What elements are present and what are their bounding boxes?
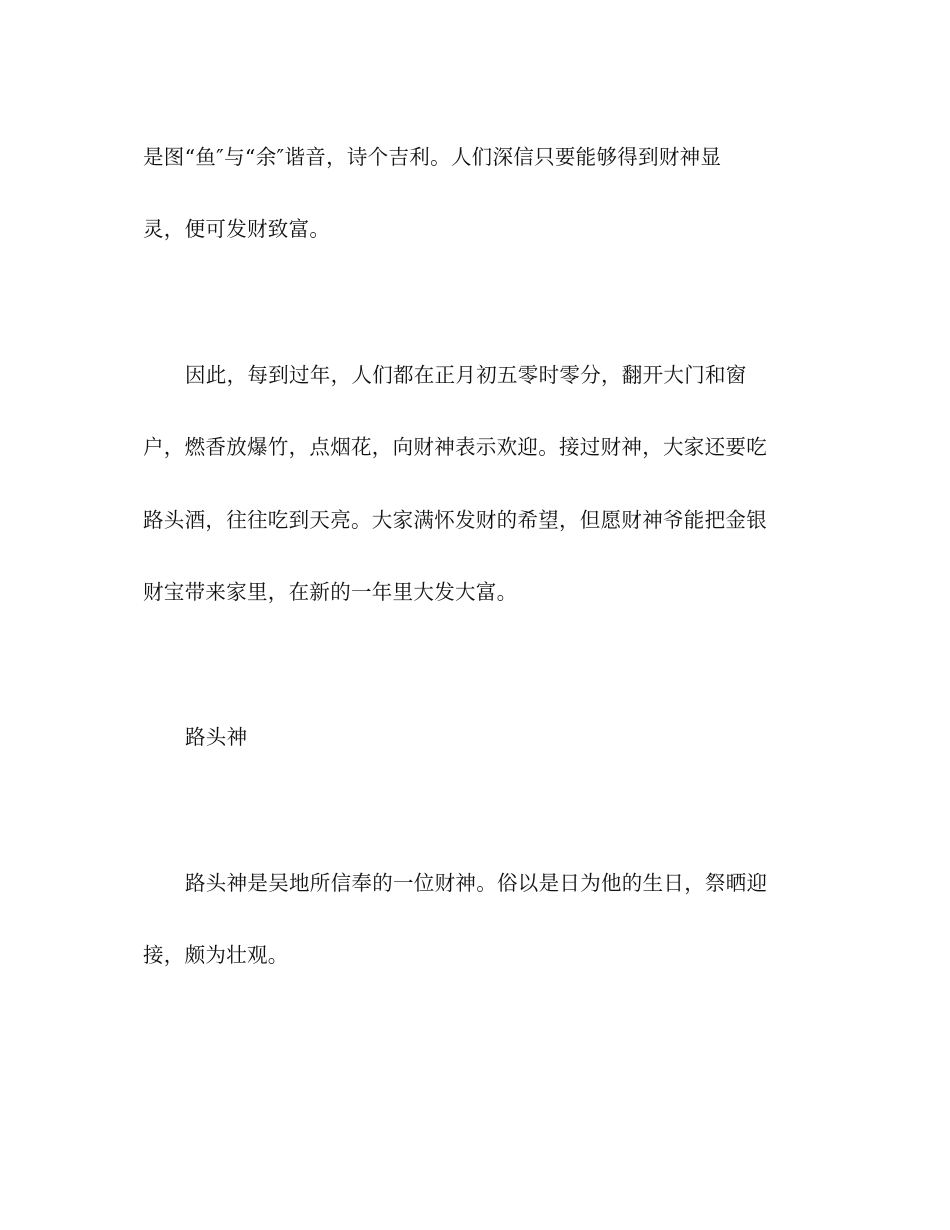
paragraph-2-line-4: 财宝带来家里，在新的一年里大发大富。 [143, 580, 518, 604]
section-heading: 路头神 [185, 725, 248, 749]
paragraph-2-line-3: 路头酒，往往吃到天亮。大家满怀发财的希望，但愿财神爷能把金银 [143, 508, 767, 532]
paragraph-1-line-1: 是图“鱼″与“余″谐音，诗个吉利。人们深信只要能够得到财神显 [143, 145, 722, 169]
paragraph-3-line-1: 路头神是吴地所信奉的一位财神。俗以是日为他的生日，祭晒迎 [185, 871, 768, 895]
paragraph-3-line-2: 接，颇为壮观。 [143, 943, 289, 967]
paragraph-1-line-2: 灵，便可发财致富。 [143, 217, 331, 241]
paragraph-2-line-2: 户，燃香放爆竹，点烟花，向财神表示欢迎。接过财神，大家还要吃 [143, 435, 767, 459]
paragraph-2-line-1: 因此，每到过年，人们都在正月初五零时零分，翻开大门和窗 [185, 363, 747, 387]
